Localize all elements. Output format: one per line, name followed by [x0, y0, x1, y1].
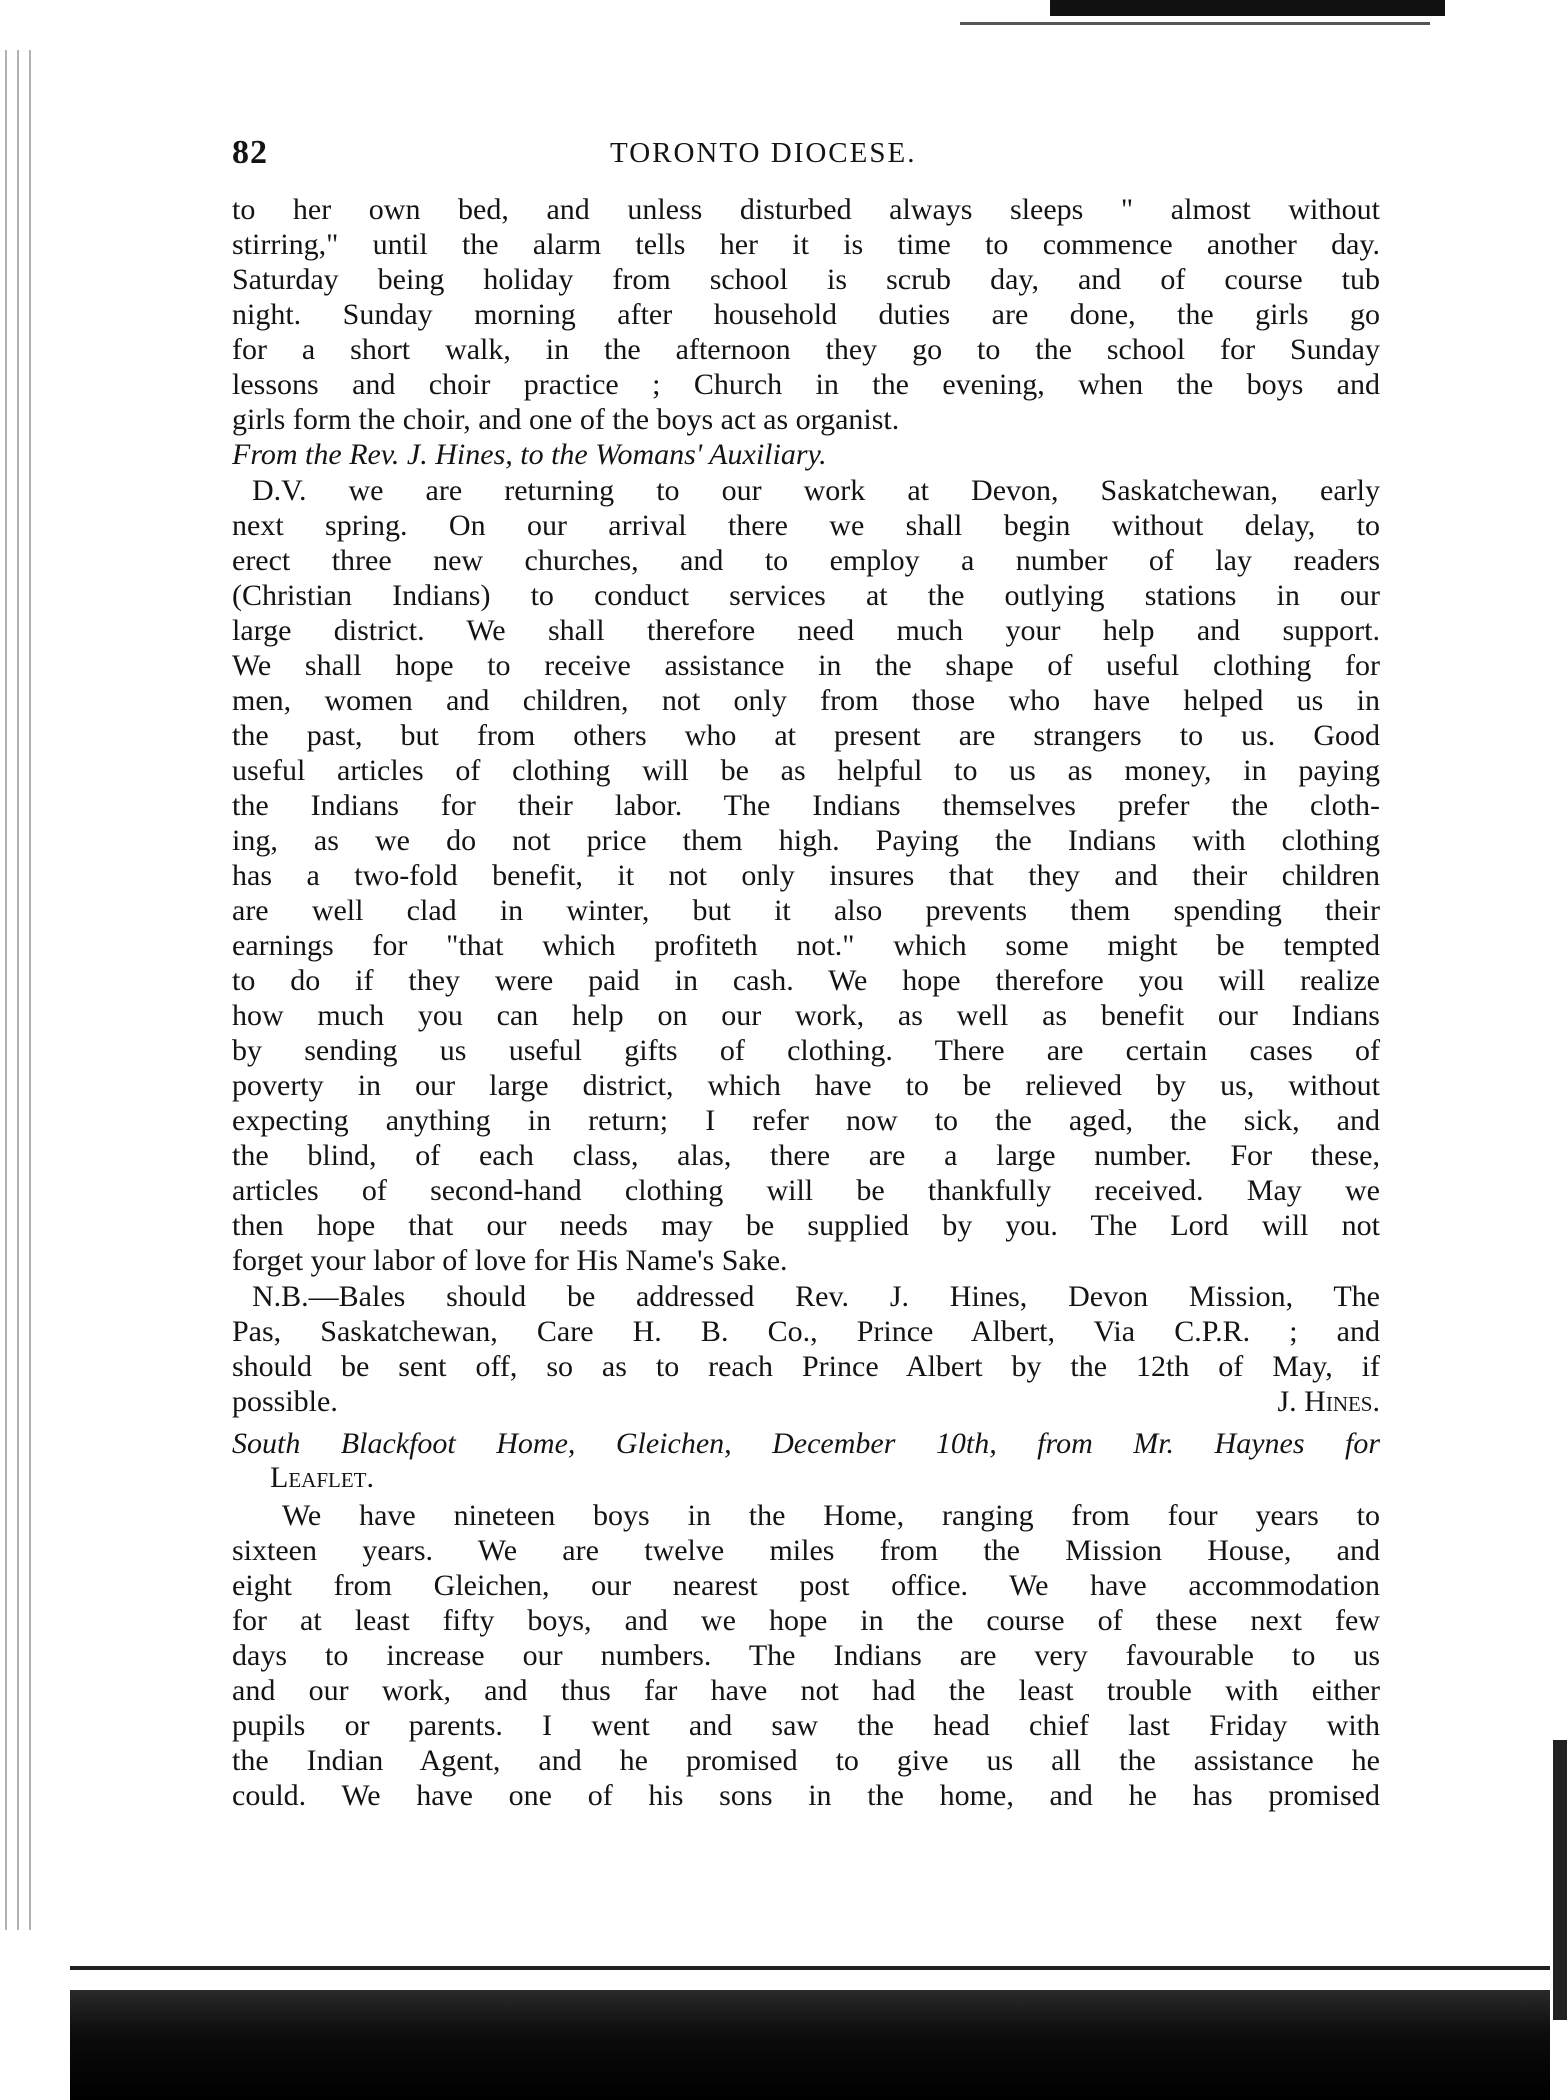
- text-line: to do if they were paid in cash. We hope therefore you will realize: [232, 964, 1380, 997]
- text-line: men, women and children, not only from those who have helped us in: [232, 684, 1380, 717]
- section-heading: From the Rev. J. Hines, to the Womans' Auxiliary.: [232, 438, 827, 471]
- text-line: forget your labor of love for His Name's Sake.: [232, 1244, 788, 1277]
- signature: J. Hines.: [1277, 1385, 1380, 1418]
- text-line: (Christian Indians) to conduct services at the outlying stations in our: [232, 579, 1380, 612]
- text-line: eight from Gleichen, our nearest post office. We have accommodation: [232, 1569, 1380, 1602]
- text-line: earnings for "that which profiteth not." which some might be tempted: [232, 929, 1380, 962]
- text-line: girls form the choir, and one of the boys act as organist.: [232, 403, 900, 436]
- text-line: articles of second-hand clothing will be thankfully received. May we: [232, 1174, 1380, 1207]
- text-line: for at least fifty boys, and we hope in the course of these next few: [232, 1604, 1380, 1637]
- text-line: the past, but from others who at present are strangers to us. Good: [232, 719, 1380, 752]
- text-line: stirring," until the alarm tells her it is time to commence another day.: [232, 228, 1380, 261]
- text-line: then hope that our needs may be supplied by you. The Lord will not: [232, 1209, 1380, 1242]
- text-line: We have nineteen boys in the Home, ranging from four years to: [282, 1499, 1380, 1532]
- closing-word: possible.: [232, 1385, 338, 1418]
- text-line: night. Sunday morning after household duties are done, the girls go: [232, 298, 1380, 331]
- section-heading-continuation: Leaflet.: [270, 1461, 374, 1494]
- text-line: expecting anything in return; I refer now to the aged, the sick, and: [232, 1104, 1380, 1137]
- text-line: has a two-fold benefit, it not only insures that they and their children: [232, 859, 1380, 892]
- text-line: could. We have one of his sons in the home, and he has promised: [232, 1779, 1380, 1812]
- section-heading: South Blackfoot Home, Gleichen, December 10th, from Mr. Haynes for: [232, 1427, 1380, 1460]
- text-line: pupils or parents. I went and saw the head chief last Friday with: [232, 1709, 1380, 1742]
- text-line: Saturday being holiday from school is scrub day, and of course tub: [232, 263, 1380, 296]
- text-line: D.V. we are returning to our work at Devon, Saskatchewan, early: [252, 474, 1380, 507]
- text-line: should be sent off, so as to reach Prince Albert by the 12th of May, if: [232, 1350, 1380, 1383]
- text-line: are well clad in winter, but it also prevents them spending their: [232, 894, 1380, 927]
- text-line: ing, as we do not price them high. Paying the Indians with clothing: [232, 824, 1380, 857]
- text-line: erect three new churches, and to employ a number of lay readers: [232, 544, 1380, 577]
- text-line: N.B.—Bales should be addressed Rev. J. Hines, Devon Mission, The: [252, 1280, 1380, 1313]
- text-line: Pas, Saskatchewan, Care H. B. Co., Prince Albert, Via C.P.R. ; and: [232, 1315, 1380, 1348]
- page-number: 82: [232, 134, 268, 171]
- text-line: [232, 1384, 1380, 1420]
- scan-artifact-top-bar: [1050, 0, 1445, 16]
- text-line: the blind, of each class, alas, there are a large number. For these,: [232, 1139, 1380, 1172]
- text-line: and our work, and thus far have not had the least trouble with either: [232, 1674, 1380, 1707]
- text-line: large district. We shall therefore need much your help and support.: [232, 614, 1380, 647]
- text-line: We shall hope to receive assistance in the shape of useful clothing for: [232, 649, 1380, 682]
- text-line: lessons and choir practice ; Church in the evening, when the boys and: [232, 368, 1380, 401]
- scan-artifact-bottom-band: [70, 1990, 1550, 2100]
- running-title: TORONTO DIOCESE.: [610, 137, 917, 169]
- text-line: how much you can help on our work, as well as benefit our Indians: [232, 999, 1380, 1032]
- text-line: by sending us useful gifts of clothing. There are certain cases of: [232, 1034, 1380, 1067]
- scan-artifact-right-edge: [1553, 1740, 1567, 2020]
- text-line: to her own bed, and unless disturbed always sleeps " almost without: [232, 193, 1380, 226]
- scan-artifact-top-line: [960, 22, 1430, 25]
- text-line: the Indians for their labor. The Indians themselves prefer the cloth-: [232, 789, 1380, 822]
- text-line: for a short walk, in the afternoon they go to the school for Sunday: [232, 333, 1380, 366]
- text-line: poverty in our large district, which have to be relieved by us, without: [232, 1069, 1380, 1102]
- text-line: days to increase our numbers. The Indians are very favourable to us: [232, 1639, 1380, 1672]
- text-line: sixteen years. We are twelve miles from the Mission House, and: [232, 1534, 1380, 1567]
- text-line: the Indian Agent, and he promised to give us all the assistance he: [232, 1744, 1380, 1777]
- text-line: next spring. On our arrival there we shall begin without delay, to: [232, 509, 1380, 542]
- text-line: useful articles of clothing will be as helpful to us as money, in paying: [232, 754, 1380, 787]
- scan-artifact-bottom-line: [70, 1966, 1550, 1970]
- scan-artifact-left-edge: [0, 50, 40, 1930]
